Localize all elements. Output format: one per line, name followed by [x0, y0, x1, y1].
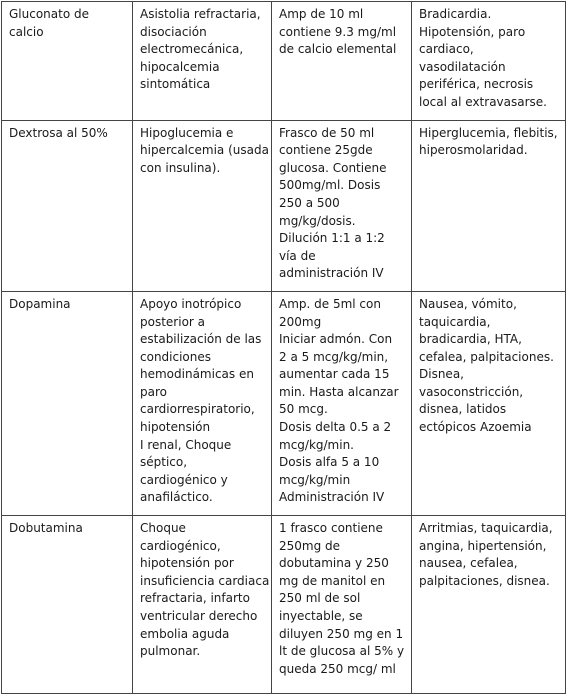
cell-text-line: mcg/kg/min [279, 472, 351, 487]
cell-text-line: con insulina). [140, 160, 221, 175]
cell-text-line: glucosa. Contiene [279, 160, 387, 175]
cell-text-line: sintomática [140, 77, 211, 92]
cell-text-line: Hipoglucemia e [140, 125, 234, 140]
cell-text-line: Frasco de 50 ml [279, 125, 375, 140]
cell-text-line: mg/kg/dosis. [279, 213, 356, 228]
cell-text-line: paro [140, 384, 167, 399]
cell-text-line: mcg/kg/min. [279, 437, 354, 452]
cell-text-line: local al extravasarse. [419, 94, 547, 109]
cell-text-line: refractaria, infarto [140, 591, 250, 606]
cell-text-line: insuficiencia cardiaca [140, 573, 270, 588]
cell-text-line: Arritmias, taquicardia, [419, 521, 553, 536]
table-row [2, 120, 566, 291]
cell-text-line: calcio [9, 24, 44, 39]
cell-text-line: 250 a 500 [279, 195, 340, 210]
cell-text-line: Gluconato de [9, 7, 89, 21]
cell-text-line: Dosis alfa 5 a 10 [279, 455, 380, 470]
cell-text-line: Dosis delta 0.5 a 2 [279, 420, 392, 435]
cell-text-line: hipercalcemia (usada [140, 143, 269, 158]
cell-indication [133, 291, 272, 515]
cell-text-line: I renal, Choque [140, 437, 232, 452]
cell-text-line: Asistolia refractaria, [140, 7, 261, 21]
cell-text-line: contiene 9.3 mg/ml [279, 24, 397, 39]
cell-text-line: mg de manitol en [279, 573, 386, 588]
cell-text-line: hipocalcemia [140, 59, 220, 74]
cell-text-line: Dopamina [9, 296, 71, 311]
cell-drug [2, 120, 133, 291]
cell-text-line: de calcio elemental [279, 42, 397, 57]
cell-indication [133, 2, 272, 121]
cell-dose [272, 516, 412, 694]
cell-drug [2, 516, 133, 694]
cell-text-line: pulmonar. [140, 644, 201, 659]
cell-dose [272, 2, 412, 121]
cell-text-line: estabilización de las [140, 332, 262, 347]
cell-text-line: condiciones [140, 349, 212, 364]
cell-text-line: vasodilatación [419, 59, 506, 74]
cell-effects [412, 120, 566, 291]
drug-table [1, 1, 566, 694]
cell-text-line: 250mg de [279, 538, 341, 553]
cell-text-line: diluyen 250 mg en 1 [279, 626, 404, 641]
cell-text-line: Dextrosa al 50% [9, 125, 108, 140]
cell-text-line: bradicardia, HTA, [419, 332, 522, 347]
cell-text-line: vasoconstricción, [419, 384, 524, 399]
cell-text-line: angina, hipertensión, [419, 538, 547, 553]
cell-text-line: Apoyo inotrópico [140, 296, 242, 311]
cell-text-line: taquicardia, [419, 314, 491, 329]
cell-text-line: 250 ml de sol [279, 591, 361, 606]
cell-text-line: Disnea, [419, 367, 464, 382]
cell-text-line: hipotensión [140, 420, 211, 435]
cell-text-line: Hipotensión, paro [419, 24, 526, 39]
cell-text-line: Iniciar admón. Con [279, 332, 393, 347]
table-row [2, 516, 566, 694]
cell-text-line: cefalea, palpitaciones. [419, 349, 554, 364]
table-row [2, 2, 566, 121]
cell-text-line: embolia aguda [140, 626, 230, 641]
cell-text-line: Dobutamina [9, 521, 83, 536]
cell-text-line: Hiperglucemia, flebitis, [419, 125, 558, 140]
cell-text-line: disnea, latidos [419, 402, 507, 417]
cell-text-line: vía de [279, 248, 316, 263]
cell-drug [2, 2, 133, 121]
cell-text-line: posterior a [140, 314, 206, 329]
cell-text-line: electromecánica, [140, 42, 244, 57]
cell-text-line: cardiogénico, [140, 538, 221, 553]
cell-text-line: Administración IV [279, 490, 385, 505]
cell-text-line: 50 mcg. [279, 402, 328, 417]
cell-text-line: nausea, cefalea, [419, 556, 518, 571]
cell-text-line: inyectable, se [279, 609, 363, 623]
cell-effects [412, 2, 566, 121]
cell-text-line: min. Hasta alcanzar [279, 384, 399, 399]
cell-text-line: 1 frasco contiene [279, 521, 383, 536]
cell-text-line: periférica, necrosis [419, 77, 534, 92]
cell-text-line: lt de glucosa al 5% y [279, 644, 405, 659]
cell-text-line: ectópicos Azoemia [419, 420, 532, 435]
cell-text-line: Bradicardia. [419, 7, 492, 21]
cell-text-line: cardiorrespiratorio, [140, 402, 255, 417]
cell-indication [133, 120, 272, 291]
cell-text-line: séptico, [140, 455, 188, 470]
cell-text-line: ventricular derecho [140, 609, 258, 623]
cell-text-line: 2 a 5 mcg/kg/min, [279, 349, 389, 364]
cell-text-line: dobutamina y 250 [279, 556, 389, 571]
cell-text-line: cardiogénico y [140, 472, 228, 487]
cell-text-line: Amp. de 5ml con [279, 296, 381, 311]
cell-text-line: 500mg/ml. Dosis [279, 178, 381, 193]
cell-text-line: cardiaco, [419, 42, 474, 57]
cell-text-line: Nausea, vómito, [419, 296, 517, 311]
cell-effects [412, 516, 566, 694]
cell-text-line: queda 250 mcg/ ml [279, 661, 396, 676]
cell-text-line: hiperosmolaridad. [419, 143, 528, 158]
cell-dose [272, 120, 412, 291]
cell-text-line: 200mg [279, 314, 322, 329]
cell-text-line: hipotensión por [140, 556, 234, 571]
cell-text-line: hemodinámicas en [140, 367, 254, 382]
cell-indication [133, 516, 272, 694]
table-body [2, 2, 566, 694]
cell-text-line: disociación [140, 24, 207, 39]
cell-text-line: Amp de 10 ml [279, 7, 364, 21]
cell-text-line: contiene 25gde [279, 143, 373, 158]
cell-text-line: Dilución 1:1 a 1:2 [279, 231, 385, 246]
cell-dose [272, 291, 412, 515]
cell-text-line: Choque [140, 521, 186, 536]
cell-drug [2, 291, 133, 515]
cell-effects [412, 291, 566, 515]
table-row [2, 291, 566, 515]
cell-text-line: palpitaciones, disnea. [419, 573, 550, 588]
cell-text-line: aumentar cada 15 [279, 367, 390, 382]
cell-text-line: administración IV [279, 266, 384, 281]
cell-text-line: anafiláctico. [140, 490, 213, 505]
